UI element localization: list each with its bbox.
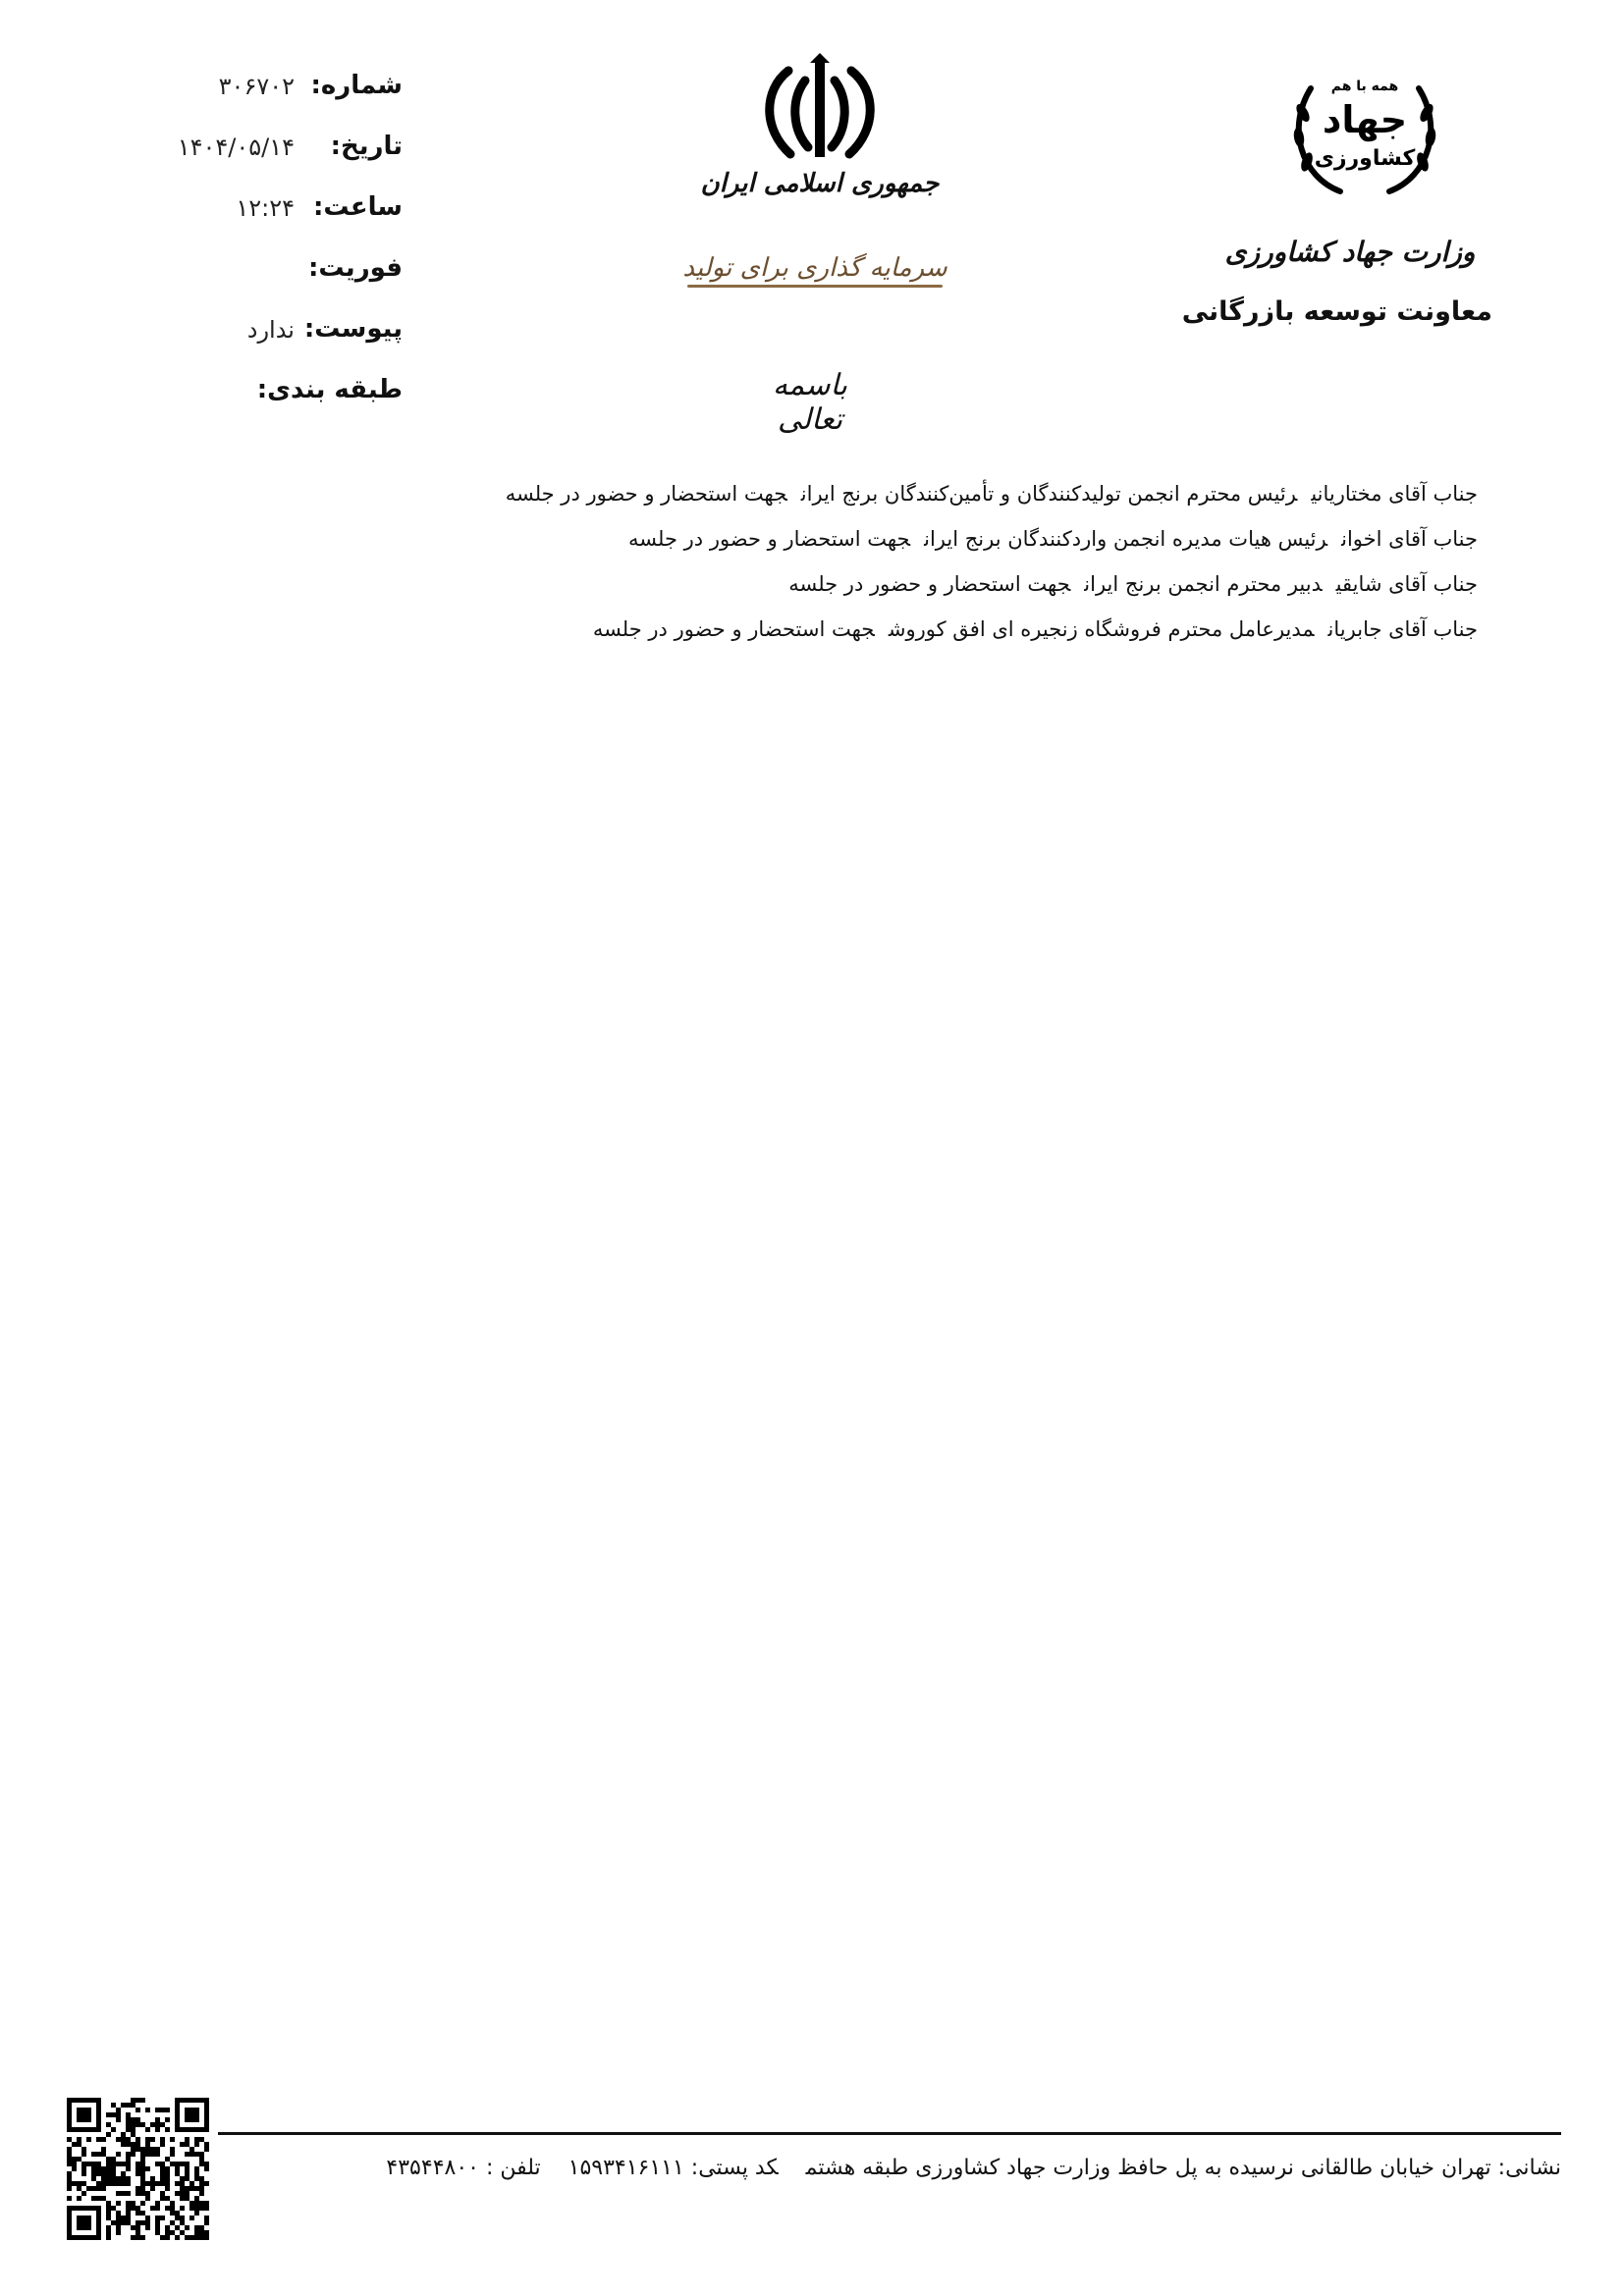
recipient-row [452, 561, 1478, 607]
footer-contact [324, 2156, 1561, 2180]
recipient-purpose: جهت استحضار و حضور در جلسه [505, 482, 787, 506]
meta-classification [147, 375, 403, 414]
recipient-row [452, 516, 1478, 561]
recipient-row [452, 607, 1478, 652]
ministry-title: وزارت جهاد کشاورزی [1224, 236, 1476, 268]
republic-title: جمهوری اسلامی ایران [700, 169, 940, 198]
footer-postal: کد پستی: ۱۵۹۳۴۱۶۱۱۱ [568, 2156, 779, 2180]
recipient-title: رئیس هیات مدیره انجمن واردکنندگان برنج ایران [924, 527, 1328, 551]
recipient-purpose: جهت استحضار و حضور در جلسه [592, 617, 875, 641]
recipient-title: رئیس محترم انجمن تولیدکنندگان و تأمین‌کنندگان برنج ایران [800, 482, 1298, 506]
iran-emblem-icon [751, 51, 889, 169]
recipient-purpose: جهت استحضار و حضور در جلسه [628, 527, 911, 551]
basmala: باسمه تعالی [772, 368, 848, 437]
recipient-name: جناب آقای جابریان [1327, 617, 1478, 641]
classification-label: طبقه بندی: [256, 375, 403, 404]
date-label: تاریخ: [330, 132, 403, 161]
footer-phone: تلفن : ۴۳۵۴۴۸۰۰ [386, 2156, 541, 2180]
ministry-logo-icon [1281, 59, 1448, 206]
time-value: ۱۲:۲۴ [236, 194, 295, 222]
recipient-name: جناب آقای مختاریانی [1311, 482, 1478, 506]
meta-attachment [147, 314, 403, 353]
deputy-title: معاونت توسعه بازرگانی [1181, 296, 1492, 327]
urgency-label: فوریت: [308, 253, 403, 283]
meta-date [147, 132, 403, 171]
time-label: ساعت: [312, 192, 403, 222]
recipient-name: جناب آقای شایقی [1335, 572, 1478, 596]
recipient-list [452, 471, 1478, 652]
date-value: ۱۴۰۴/۰۵/۱۴ [177, 133, 295, 161]
number-value: ۳۰۶۷۰۲ [218, 73, 295, 100]
meta-number [147, 71, 403, 110]
attachment-label: پیوست: [303, 314, 403, 344]
logo-sub-text: کشاورزی [1314, 146, 1416, 171]
meta-urgency [147, 253, 403, 293]
meta-time [147, 192, 403, 232]
logo-top-text: همه با هم [1330, 79, 1399, 94]
qr-code-icon [67, 2098, 209, 2240]
footer-divider [218, 2132, 1561, 2135]
recipient-title: مدیرعامل محترم فروشگاه زنجیره ای افق کوروش [888, 617, 1315, 641]
slogan-underline [687, 285, 943, 288]
logo-main-text: جهاد [1322, 98, 1408, 141]
year-slogan: سرمایه گذاری برای تولید [682, 253, 947, 283]
attachment-value: ندارد [246, 316, 295, 344]
recipient-purpose: جهت استحضار و حضور در جلسه [788, 572, 1071, 596]
recipient-row [452, 471, 1478, 516]
footer-address: نشانی: تهران خیابان طالقانی نرسیده به پل حافظ وزارت جهاد کشاورزی طبقه هشتم [805, 2156, 1561, 2180]
number-label: شماره: [310, 71, 403, 100]
recipient-title: دبیر محترم انجمن برنج ایران [1084, 572, 1323, 596]
recipient-name: جناب آقای اخوان [1341, 527, 1478, 551]
